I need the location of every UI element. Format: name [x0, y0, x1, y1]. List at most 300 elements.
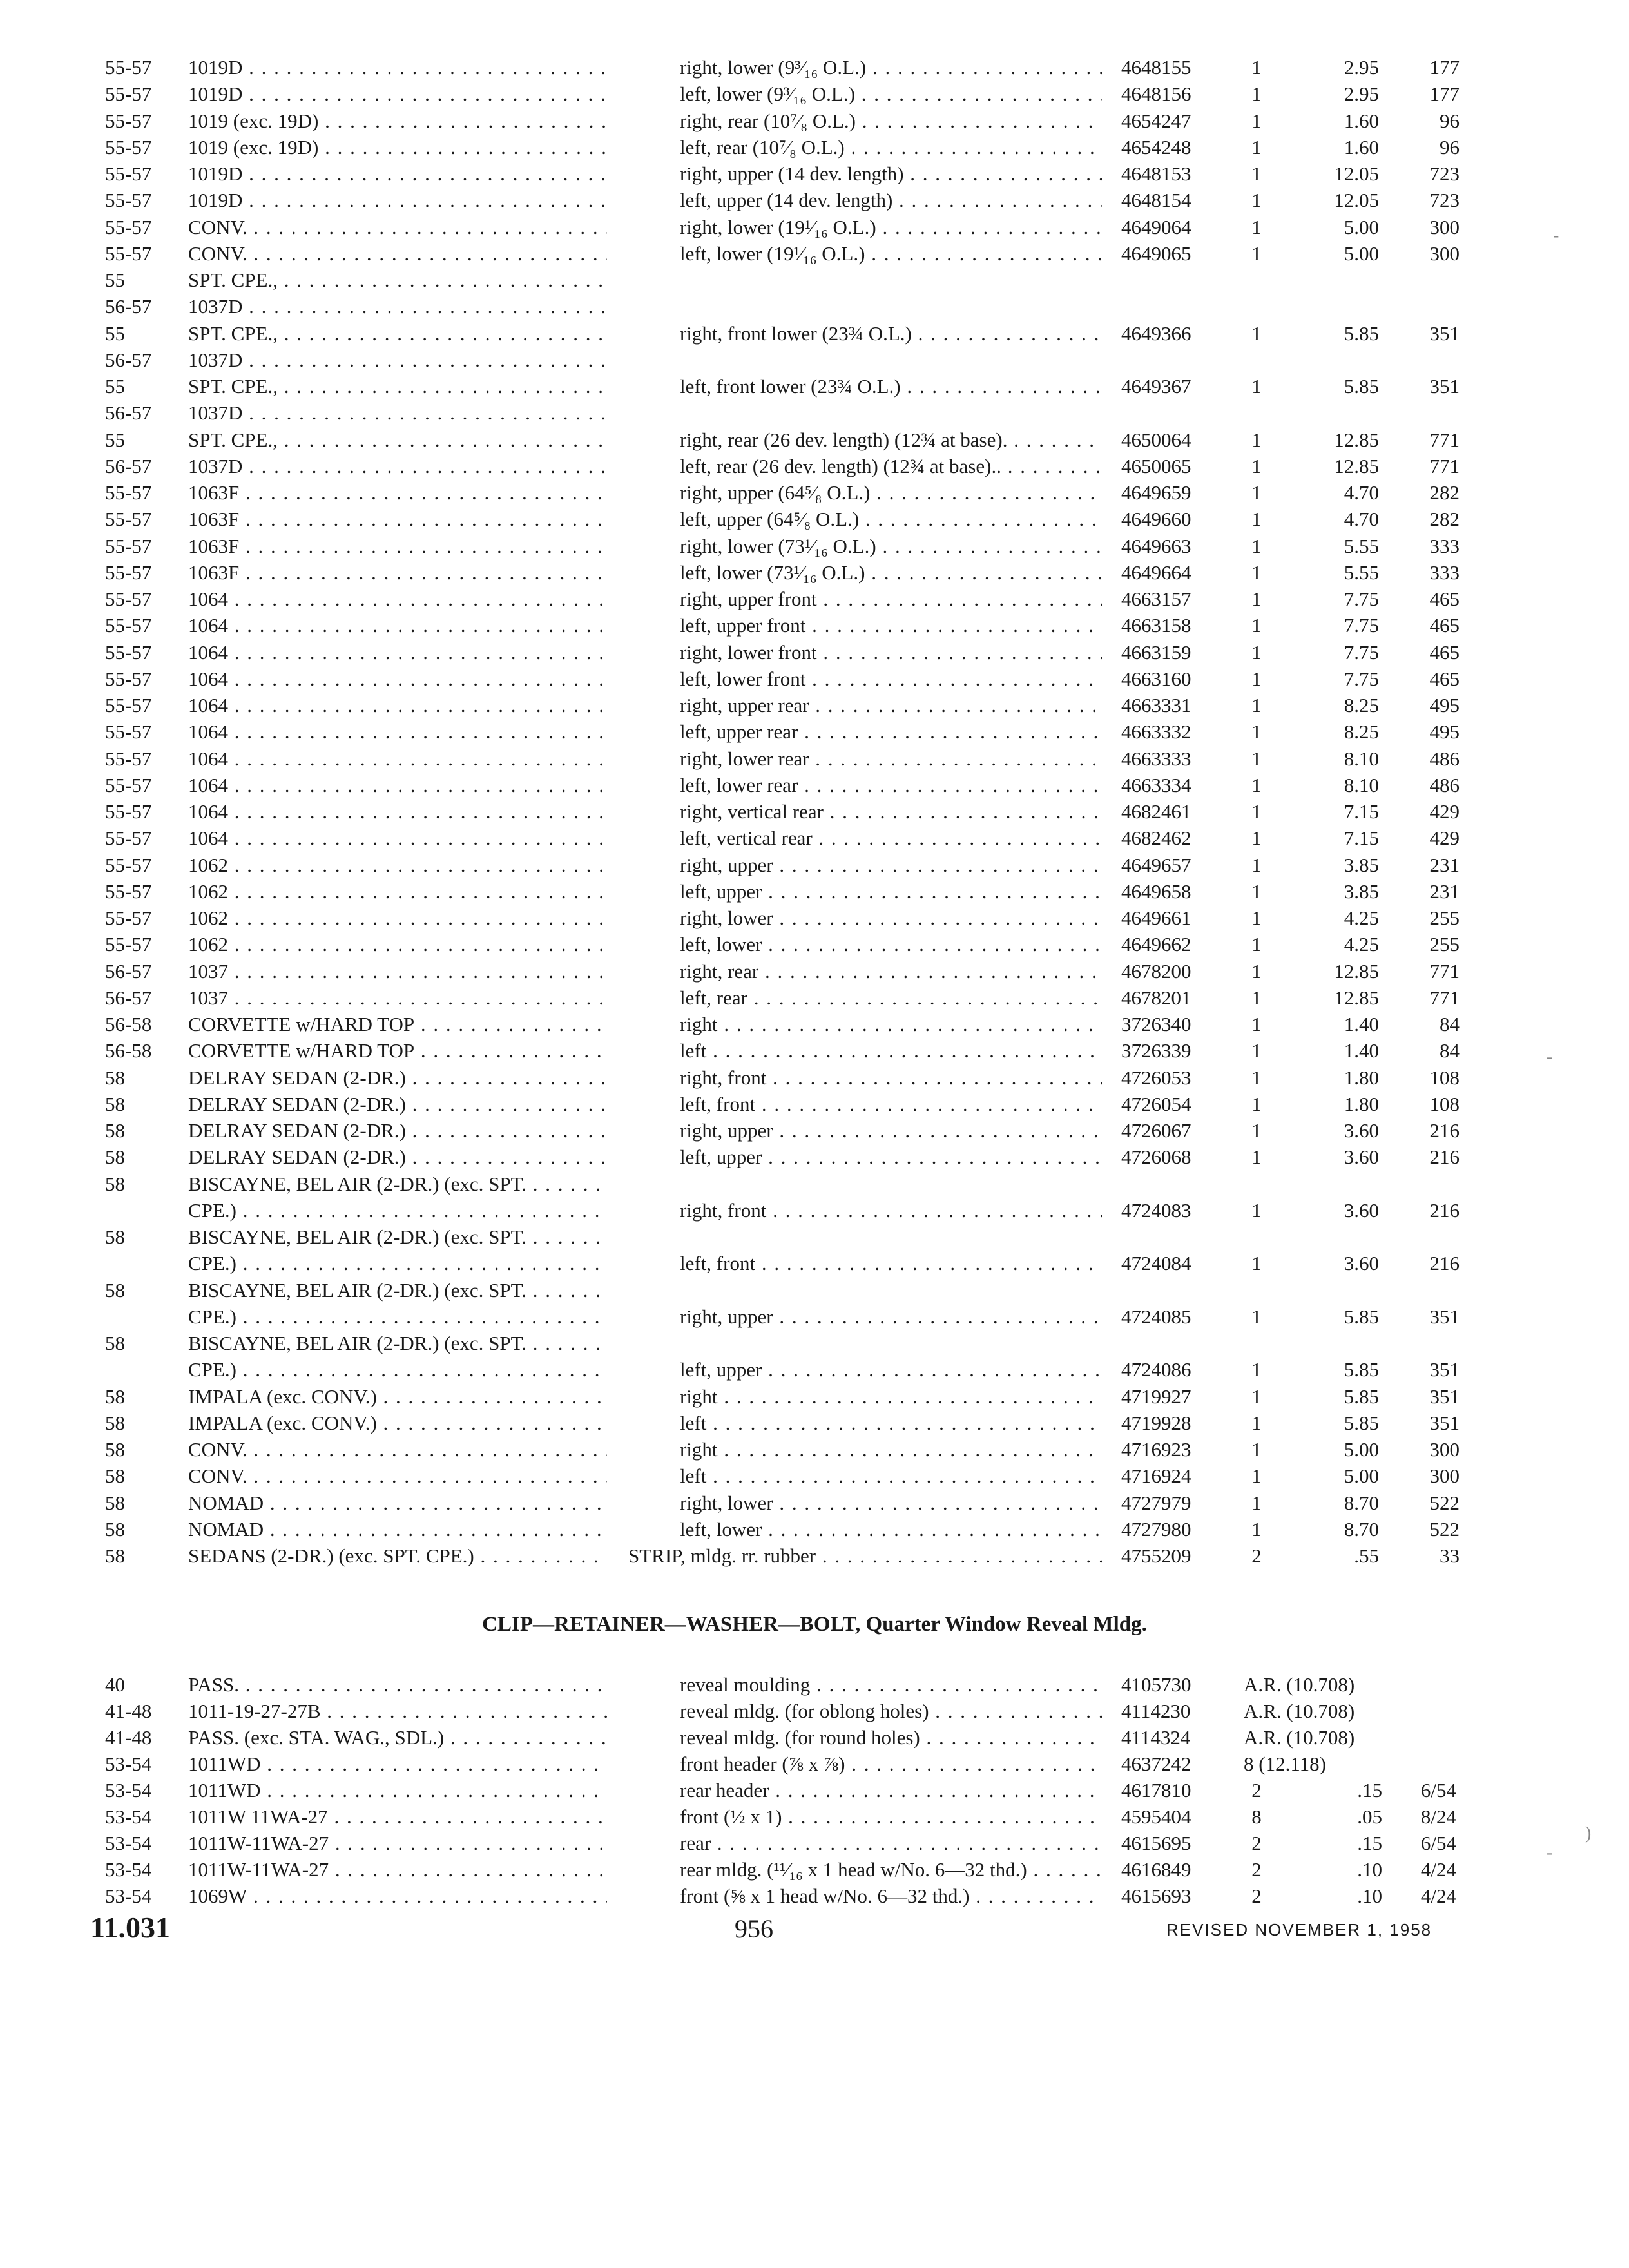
year-cell [105, 1038, 182, 1064]
year-cell-text: 55-57 [105, 827, 152, 850]
price-cell-text: 5.85 [1344, 1411, 1379, 1434]
model-cell-text: CPE.) . . . [188, 1198, 607, 1224]
description-cell [680, 1831, 1102, 1856]
description-cell [680, 693, 1102, 718]
price-cell-text: 1.80 [1344, 1092, 1379, 1115]
table-row [0, 560, 1629, 586]
package-cell-text: 6/54 [1420, 1832, 1456, 1854]
quantity-cell-text: 1 [1251, 82, 1262, 106]
total-cell [1392, 480, 1460, 506]
year-cell-text: 55-57 [105, 242, 152, 265]
price-cell [1282, 1778, 1382, 1803]
quantity-cell [1244, 905, 1269, 931]
description-cell-text: left, front . . . [680, 1251, 1102, 1276]
model-cell [188, 374, 607, 399]
model-cell-text: DELRAY SEDAN (2-DR.) . . . [188, 1144, 607, 1170]
price-cell [1282, 879, 1379, 905]
table-row [0, 1517, 1629, 1542]
description-cell [680, 719, 1102, 745]
package-cell [1385, 1778, 1456, 1803]
table-row [0, 321, 1629, 347]
table-row [0, 215, 1629, 240]
year-cell-text: 55-57 [105, 82, 152, 106]
part-number-cell [1121, 135, 1237, 160]
model-cell-text: 1037D . . . [188, 400, 607, 426]
model-cell-text: 1019D . . . [188, 55, 607, 81]
model-cell [188, 1672, 607, 1698]
description-cell [680, 108, 1102, 134]
quantity-cell [1244, 1831, 1269, 1856]
model-cell-text: 1062 . . . [188, 879, 607, 905]
part-number-cell [1121, 613, 1237, 639]
description-cell-text: left, rear . . . [680, 985, 1102, 1011]
description-cell [680, 1751, 1102, 1777]
group-cell-text: A.R. (10.708) [1244, 1700, 1355, 1722]
part-number-cell [1121, 1091, 1237, 1117]
total-cell [1392, 161, 1460, 187]
year-cell-text: 55-57 [105, 534, 152, 557]
model-cell [188, 427, 607, 453]
model-cell-text: IMPALA (exc. CONV.) . . . [188, 1384, 607, 1410]
model-cell [188, 773, 607, 798]
package-cell [1385, 1857, 1456, 1883]
table-row [0, 959, 1629, 985]
quantity-cell [1244, 1251, 1269, 1276]
quantity-cell-text: 1 [1251, 1358, 1262, 1381]
total-cell-text: 771 [1429, 454, 1460, 477]
year-cell-text: 56-57 [105, 454, 152, 477]
table-row [0, 1171, 1629, 1197]
price-cell-text: 3.60 [1344, 1119, 1379, 1142]
part-number-cell-text: 4719928 [1121, 1411, 1191, 1434]
year-cell-text: 40 [105, 1673, 125, 1696]
price-cell [1282, 427, 1379, 453]
year-cell-text: 55-57 [105, 747, 152, 770]
table-row [0, 773, 1629, 798]
model-cell-text: 1064 . . . [188, 773, 607, 798]
description-cell-text: left, upper . . . [680, 1144, 1102, 1170]
price-cell-text: 8.10 [1344, 747, 1379, 770]
total-cell [1392, 215, 1460, 240]
price-cell-text: 4.25 [1344, 933, 1379, 956]
model-cell-text: PASS. . . . [188, 1672, 607, 1698]
model-cell-text: 1037 . . . [188, 985, 607, 1011]
model-cell-text: PASS. (exc. STA. WAG., SDL.) . . . [188, 1725, 607, 1751]
price-cell [1282, 321, 1379, 347]
table-row [0, 1304, 1629, 1330]
year-cell [105, 108, 182, 134]
description-cell-text: left, lower (19¹⁄₁₆ O.L.) . . . [680, 241, 1102, 267]
price-cell-text: 1.80 [1344, 1066, 1379, 1089]
model-cell-text: 1064 . . . [188, 746, 607, 772]
quantity-cell-text: 1 [1251, 109, 1262, 132]
model-cell [188, 1883, 607, 1909]
part-number-cell [1121, 374, 1237, 399]
description-cell-text: right, front . . . [680, 1065, 1102, 1091]
quantity-cell [1244, 1463, 1269, 1489]
quantity-cell [1244, 1883, 1269, 1909]
total-cell-text: 522 [1429, 1491, 1460, 1514]
year-cell [105, 347, 182, 373]
price-cell-text: 7.15 [1344, 827, 1379, 850]
description-cell [680, 1357, 1102, 1383]
total-cell-text: 216 [1429, 1119, 1460, 1142]
quantity-cell-text: 1 [1251, 1198, 1262, 1222]
table-row [0, 81, 1629, 107]
model-cell [188, 347, 607, 373]
description-cell-text: left, rear (10⁷⁄₈ O.L.) . . . [680, 135, 1102, 160]
description-cell-text: right, lower (73¹⁄₁₆ O.L.) . . . [680, 533, 1102, 559]
package-cell-text: 6/54 [1420, 1779, 1456, 1802]
description-cell [680, 81, 1102, 107]
model-cell-text: IMPALA (exc. CONV.) . . . [188, 1410, 607, 1436]
part-number-cell [1121, 506, 1237, 532]
quantity-cell-text: 1 [1251, 481, 1262, 504]
price-cell-text: 2.95 [1344, 56, 1379, 79]
total-cell [1392, 1065, 1460, 1091]
quantity-cell [1244, 533, 1269, 559]
price-cell-text: 1.60 [1344, 109, 1379, 132]
description-cell-text: front header (⅞ x ⅞) . . . [680, 1751, 1102, 1777]
description-cell [680, 480, 1102, 506]
part-number-cell-text: 4649367 [1121, 375, 1191, 398]
part-number-cell [1121, 1490, 1237, 1516]
year-cell [105, 1384, 182, 1410]
description-cell [680, 1698, 1102, 1724]
year-cell [105, 693, 182, 718]
year-cell-text: 58 [105, 1119, 125, 1142]
part-number-cell [1121, 1725, 1237, 1751]
year-cell-text: 55-57 [105, 109, 152, 132]
total-cell-text: 495 [1429, 694, 1460, 716]
part-number-cell-text: 4650065 [1121, 454, 1191, 477]
description-cell-text: STRIP, mldg. rr. rubber . . . [628, 1543, 1102, 1569]
part-number-cell [1121, 1831, 1237, 1856]
description-cell-text: right, rear (26 dev. length) (12¾ at base). . . . [680, 427, 1102, 453]
description-cell-text: left . . . [680, 1410, 1102, 1436]
model-cell-text: DELRAY SEDAN (2-DR.) . . . [188, 1065, 607, 1091]
total-cell [1392, 640, 1460, 666]
model-cell-text: NOMAD . . . [188, 1490, 607, 1516]
year-cell-text: 53-54 [105, 1858, 152, 1881]
model-cell-text: 1062 . . . [188, 852, 607, 878]
total-cell-text: 351 [1429, 375, 1460, 398]
price-cell-text: 12.05 [1334, 189, 1379, 212]
total-cell-text: 351 [1429, 322, 1460, 345]
total-cell [1392, 1517, 1460, 1542]
part-number-cell [1121, 1698, 1237, 1724]
price-cell [1282, 1012, 1379, 1037]
quantity-cell-text: 8 [1251, 1805, 1262, 1828]
total-cell [1392, 108, 1460, 134]
total-cell-text: 429 [1429, 827, 1460, 850]
quantity-cell-text: 1 [1251, 375, 1262, 398]
price-cell-text: 3.85 [1344, 853, 1379, 876]
year-cell [105, 879, 182, 905]
table-row [0, 1224, 1629, 1250]
model-cell [188, 81, 607, 107]
description-cell-text: right, rear (10⁷⁄₈ O.L.) . . . [680, 108, 1102, 134]
total-cell-text: 33 [1440, 1544, 1460, 1567]
year-cell-text: 55-57 [105, 773, 152, 796]
part-number-cell [1121, 161, 1237, 187]
price-cell-text: 7.75 [1344, 667, 1379, 690]
part-number-cell-text: 4654247 [1121, 109, 1191, 132]
part-number-cell [1121, 1038, 1237, 1064]
quantity-cell-text: 2 [1251, 1779, 1262, 1802]
quantity-cell [1244, 879, 1269, 905]
quantity-cell-text: 1 [1251, 508, 1262, 531]
model-cell-text: 1064 . . . [188, 825, 607, 851]
total-cell [1392, 1384, 1460, 1410]
quantity-cell-text: 1 [1251, 827, 1262, 850]
description-cell [680, 1251, 1102, 1276]
part-number-cell [1121, 187, 1237, 213]
model-cell-text: CPE.) . . . [188, 1304, 607, 1330]
year-cell [105, 187, 182, 213]
year-cell [105, 1091, 182, 1117]
description-cell-text: rear mldg. (¹¹⁄₁₆ x 1 head w/No. 6—32 thd.) . . . [680, 1857, 1102, 1883]
model-cell-text: 1019D . . . [188, 161, 607, 187]
model-cell [188, 905, 607, 931]
model-cell-text: 1011-19-27-27B . . . [188, 1698, 607, 1724]
year-cell [105, 905, 182, 931]
part-number-cell-text: 4615695 [1121, 1832, 1191, 1854]
year-cell [105, 294, 182, 320]
part-number-cell-text: 4663333 [1121, 747, 1191, 770]
model-cell-text: CORVETTE w/HARD TOP . . . [188, 1012, 607, 1037]
model-cell-text: 1069W . . . [188, 1883, 607, 1909]
quantity-cell [1244, 135, 1269, 160]
price-cell [1282, 506, 1379, 532]
year-cell [105, 1857, 182, 1883]
part-number-cell-text: 4617810 [1121, 1779, 1191, 1802]
quantity-cell [1244, 1804, 1269, 1830]
quantity-cell-text: 1 [1251, 986, 1262, 1009]
year-cell [105, 55, 182, 81]
quantity-cell [1244, 1517, 1269, 1542]
part-number-cell-text: 4727979 [1121, 1491, 1191, 1514]
quantity-cell-text: 1 [1251, 694, 1262, 716]
total-cell-text: 177 [1429, 82, 1460, 106]
model-cell-text: BISCAYNE, BEL AIR (2-DR.) (exc. SPT. . . . [188, 1171, 607, 1197]
quantity-cell-text: 1 [1251, 1066, 1262, 1089]
quantity-cell [1244, 560, 1269, 586]
total-cell [1392, 454, 1460, 479]
description-cell [680, 1778, 1102, 1803]
year-cell-text: 55-57 [105, 720, 152, 744]
total-cell-text: 282 [1429, 481, 1460, 504]
price-cell-text: 12.85 [1334, 428, 1379, 451]
part-number-cell-text: 3726340 [1121, 1013, 1191, 1035]
model-cell-text: DELRAY SEDAN (2-DR.) . . . [188, 1091, 607, 1117]
part-number-cell [1121, 799, 1237, 825]
model-cell-text: 1063F . . . [188, 560, 607, 586]
description-cell-text: left, upper (64⁵⁄₈ O.L.) . . . [680, 506, 1102, 532]
part-number-cell [1121, 1251, 1237, 1276]
year-cell-text: 55-57 [105, 614, 152, 637]
table-row [0, 374, 1629, 399]
year-cell [105, 1672, 182, 1698]
model-cell-text: BISCAYNE, BEL AIR (2-DR.) (exc. SPT. . . . [188, 1331, 607, 1356]
model-cell [188, 1857, 607, 1883]
year-cell-text: 56-58 [105, 1013, 152, 1035]
year-cell [105, 1331, 182, 1356]
description-cell [680, 1038, 1102, 1064]
description-cell-text: left, vertical rear . . . [680, 825, 1102, 851]
description-cell [680, 746, 1102, 772]
scan-mark: - [1547, 1047, 1553, 1067]
price-cell [1282, 560, 1379, 586]
table-row [0, 1857, 1629, 1883]
table-row [0, 55, 1629, 81]
total-cell [1392, 506, 1460, 532]
price-cell-text: 7.15 [1344, 800, 1379, 823]
model-cell-text: 1011W-11WA-27 . . . [188, 1857, 607, 1883]
description-cell [680, 1883, 1102, 1909]
year-cell-text: 41-48 [105, 1700, 152, 1722]
description-cell [680, 1118, 1102, 1144]
quantity-cell [1244, 852, 1269, 878]
model-cell [188, 1118, 607, 1144]
model-cell-text: DELRAY SEDAN (2-DR.) . . . [188, 1118, 607, 1144]
part-number-cell-text: 4649664 [1121, 561, 1191, 584]
price-cell [1282, 613, 1379, 639]
part-number-cell-text: 4648154 [1121, 189, 1191, 212]
price-cell-text: 4.70 [1344, 508, 1379, 531]
year-cell [105, 932, 182, 957]
description-cell [680, 586, 1102, 612]
total-cell [1392, 1012, 1460, 1037]
part-number-cell [1121, 693, 1237, 718]
total-cell-text: 351 [1429, 1385, 1460, 1408]
table-row [0, 347, 1629, 373]
part-number-cell-text: 4663332 [1121, 720, 1191, 744]
description-cell [680, 613, 1102, 639]
year-cell-text: 55-57 [105, 162, 152, 185]
price-cell [1282, 799, 1379, 825]
part-number-cell [1121, 879, 1237, 905]
part-number-cell [1121, 1751, 1237, 1777]
table-row [0, 640, 1629, 666]
model-cell-text: CONV. . . . [188, 241, 607, 267]
price-cell [1282, 215, 1379, 240]
model-cell [188, 825, 607, 851]
table-row [0, 693, 1629, 718]
model-cell-text: 1063F . . . [188, 506, 607, 532]
description-cell [680, 1437, 1102, 1463]
part-number-cell-text: 4724084 [1121, 1252, 1191, 1275]
part-number-cell [1121, 55, 1237, 81]
model-cell [188, 666, 607, 692]
total-cell [1392, 586, 1460, 612]
model-cell [188, 1751, 607, 1777]
model-cell-text: 1064 . . . [188, 640, 607, 666]
quantity-cell [1244, 215, 1269, 240]
quantity-cell-text: 1 [1251, 588, 1262, 610]
model-cell-text: SPT. CPE., . . . [188, 427, 607, 453]
description-cell-text: reveal mldg. (for round holes) . . . [680, 1725, 1102, 1751]
part-number-cell-text: 4726067 [1121, 1119, 1191, 1142]
table-row [0, 1038, 1629, 1064]
table-row [0, 506, 1629, 532]
model-cell [188, 1331, 607, 1356]
total-cell-text: 231 [1429, 853, 1460, 876]
table-row [0, 1725, 1629, 1751]
quantity-cell [1244, 241, 1269, 267]
table-row [0, 1778, 1629, 1803]
price-cell [1282, 1831, 1382, 1856]
year-cell-text: 41-48 [105, 1726, 152, 1749]
year-cell [105, 161, 182, 187]
total-cell-text: 351 [1429, 1411, 1460, 1434]
quantity-cell-text: 1 [1251, 959, 1262, 983]
price-cell-text: 7.75 [1344, 588, 1379, 610]
part-number-cell-text: 4682461 [1121, 800, 1191, 823]
model-cell [188, 294, 607, 320]
part-number-cell-text: 4682462 [1121, 827, 1191, 850]
description-cell [680, 1725, 1102, 1751]
year-cell [105, 985, 182, 1011]
table-row [0, 1118, 1629, 1144]
table-row [0, 613, 1629, 639]
quantity-cell [1244, 799, 1269, 825]
part-number-cell [1121, 1198, 1237, 1224]
quantity-cell [1244, 1490, 1269, 1516]
year-cell [105, 267, 182, 293]
group-cell [1244, 1725, 1450, 1751]
total-cell-text: 771 [1429, 986, 1460, 1009]
part-number-cell-text: 4650064 [1121, 428, 1191, 451]
quantity-cell [1244, 1198, 1269, 1224]
description-cell [680, 161, 1102, 187]
year-cell [105, 586, 182, 612]
price-cell-text: 5.00 [1344, 1465, 1379, 1488]
year-cell-text: 55-57 [105, 879, 152, 903]
part-number-cell-text: 4616849 [1121, 1858, 1191, 1881]
table-row [0, 108, 1629, 134]
scan-mark: ) [1585, 1823, 1592, 1843]
price-cell [1282, 1517, 1379, 1542]
part-number-cell [1121, 1410, 1237, 1436]
part-number-cell-text: 4648153 [1121, 162, 1191, 185]
price-cell-text: 3.60 [1344, 1198, 1379, 1222]
total-cell-text: 84 [1440, 1039, 1460, 1062]
model-cell [188, 959, 607, 985]
description-cell [680, 1490, 1102, 1516]
year-cell [105, 959, 182, 985]
total-cell-text: 300 [1429, 1438, 1460, 1461]
quantity-cell-text: 1 [1251, 1039, 1262, 1062]
year-cell-text: 58 [105, 1172, 125, 1195]
year-cell-text: 55-57 [105, 800, 152, 823]
table-row [0, 480, 1629, 506]
price-cell-text: .15 [1357, 1832, 1382, 1854]
part-number-cell-text: 4654248 [1121, 135, 1191, 159]
total-cell [1392, 932, 1460, 957]
part-number-cell-text: 4649663 [1121, 534, 1191, 557]
model-cell [188, 932, 607, 957]
package-cell [1385, 1831, 1456, 1856]
part-number-cell [1121, 321, 1237, 347]
price-cell [1282, 905, 1379, 931]
year-cell [105, 1778, 182, 1803]
price-cell-text: .55 [1354, 1544, 1379, 1567]
quantity-cell-text: 1 [1251, 189, 1262, 212]
package-cell [1385, 1883, 1456, 1909]
table-row [0, 454, 1629, 479]
year-cell [105, 1437, 182, 1463]
